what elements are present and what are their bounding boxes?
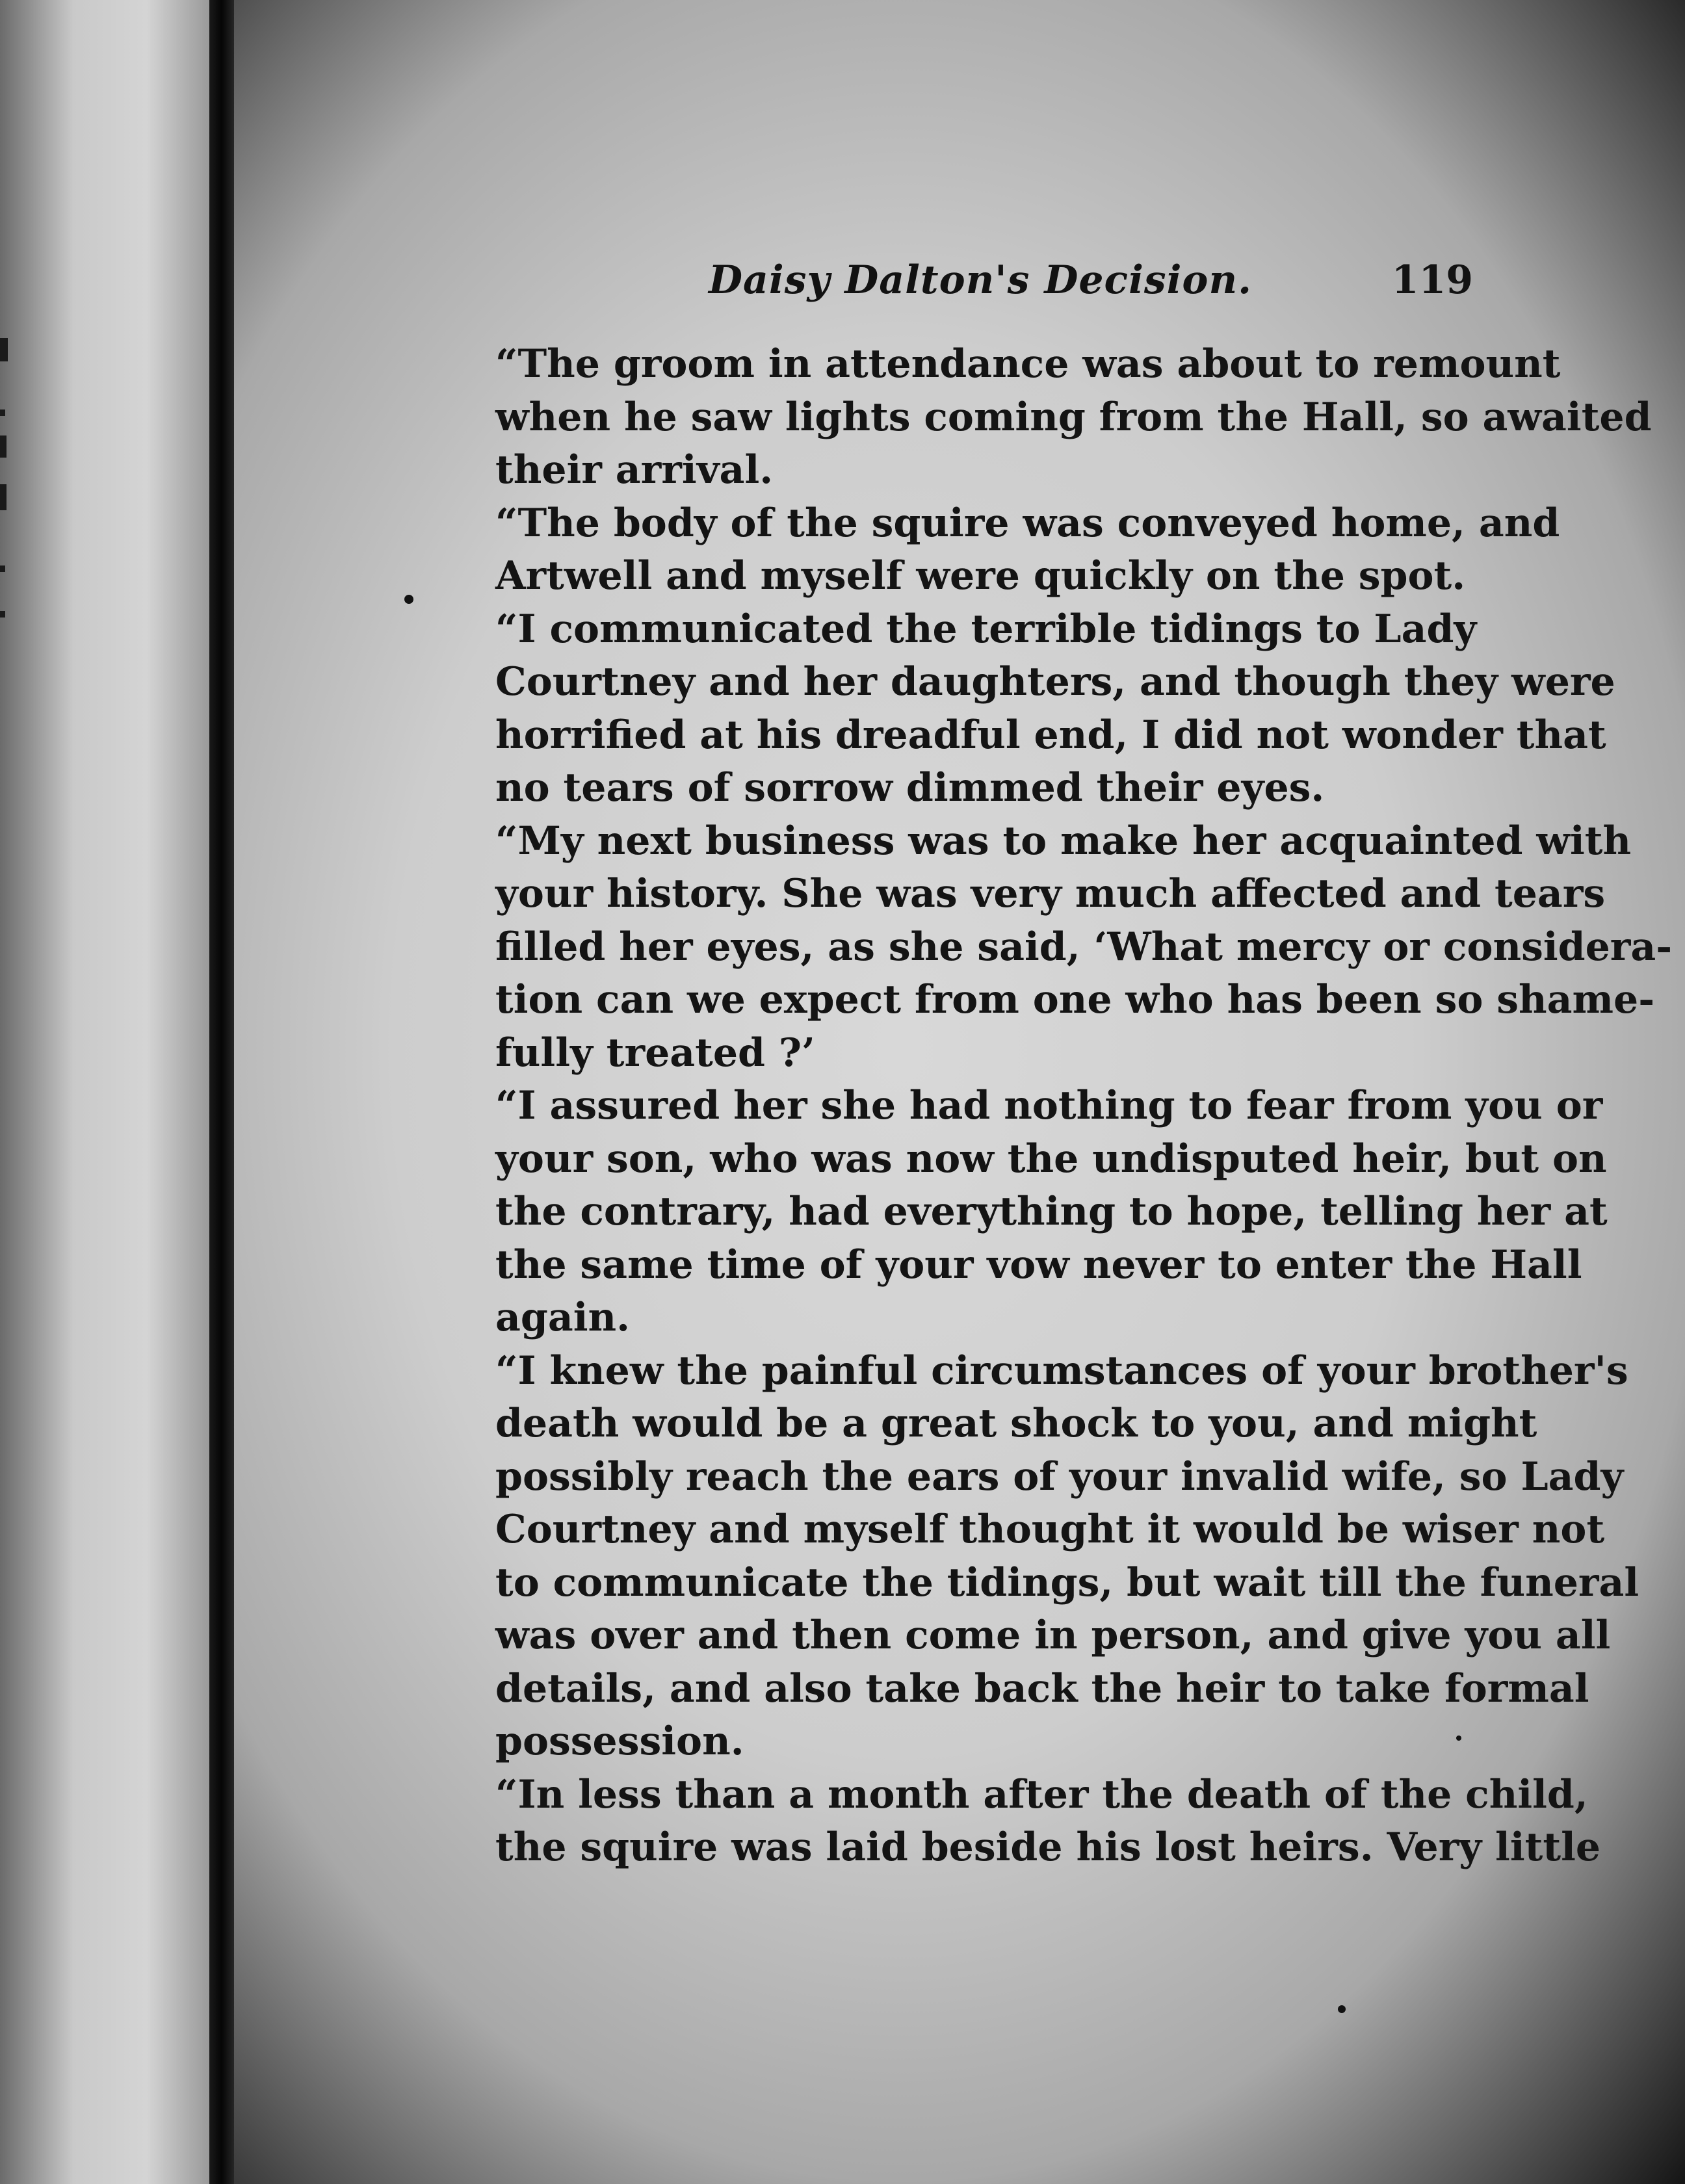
text-line: fully treated ?’ [495, 1030, 815, 1076]
text-line: was over and then come in person, and give you all [495, 1613, 1611, 1658]
text-line: filled her eyes, as she said, ‘What mercy or considera- [495, 924, 1673, 970]
running-header [709, 257, 1473, 309]
paragraph [449, 1345, 1639, 1769]
text-line: “The groom in attendance was about to remount [495, 341, 1561, 387]
running-title: Daisy Dalton's Decision. [709, 257, 1252, 303]
text-line: horrified at his dreadful end, I did not wonder that [495, 712, 1606, 758]
text-line: possibly reach the ears of your invalid wife, so Lady [495, 1453, 1624, 1500]
text-line: “I assured her she had nothing to fear from you or [495, 1083, 1603, 1128]
paragraph [449, 815, 1673, 1080]
text-line: the contrary, had everything to hope, telling her at [495, 1189, 1608, 1234]
text-line: Artwell and myself were quickly on the spot. [495, 553, 1466, 599]
text-line: the squire was laid beside his lost heirs. Very little [495, 1825, 1601, 1870]
ink-speck [1338, 2005, 1346, 2013]
facing-page-margin-marks [0, 0, 26, 2184]
text-line: details, and also take back the heir to take formal [495, 1665, 1589, 1711]
paragraph [449, 497, 1560, 603]
text-line: no tears of sorrow dimmed their eyes. [495, 765, 1325, 811]
text-line: your son, who was now the undisputed heir, but on [495, 1136, 1607, 1182]
facing-page-edge [0, 0, 209, 2184]
text-line: when he saw lights coming from the Hall, so awaited [495, 394, 1652, 440]
text-line: their arrival. [495, 447, 774, 493]
text-line: your history. She was very much affected and tears [495, 871, 1606, 916]
paragraph [449, 603, 1615, 815]
text-line: possession. [495, 1719, 744, 1764]
text-line: to communicate the tidings, but wait till the funeral [495, 1559, 1639, 1606]
book-gutter [209, 0, 234, 2184]
text-line: Courtney and her daughters, and though they were [495, 659, 1615, 705]
paragraph [449, 1769, 1601, 1875]
paragraph [449, 338, 1652, 497]
text-line: “The body of the squire was conveyed home, and [495, 500, 1560, 546]
text-line: “In less than a month after the death of the child, [495, 1771, 1588, 1817]
ink-speck [404, 595, 413, 604]
text-line: “My next business was to make her acquainted with [495, 818, 1632, 864]
text-line: death would be a great shock to you, and might [495, 1401, 1537, 1446]
paragraph [449, 1080, 1608, 1345]
page-number: 119 [1391, 257, 1473, 303]
text-line: tion can we expect from one who has been so shame- [495, 977, 1655, 1022]
text-line: Courtney and myself thought it would be wiser not [495, 1507, 1605, 1552]
text-line: “I knew the painful circumstances of your brother's [495, 1347, 1628, 1394]
text-line: “I communicated the terrible tidings to Lady [495, 606, 1477, 652]
body-text [449, 338, 1673, 1875]
text-line: the same time of your vow never to enter the Hall [495, 1242, 1582, 1288]
text-line: again. [495, 1295, 631, 1340]
